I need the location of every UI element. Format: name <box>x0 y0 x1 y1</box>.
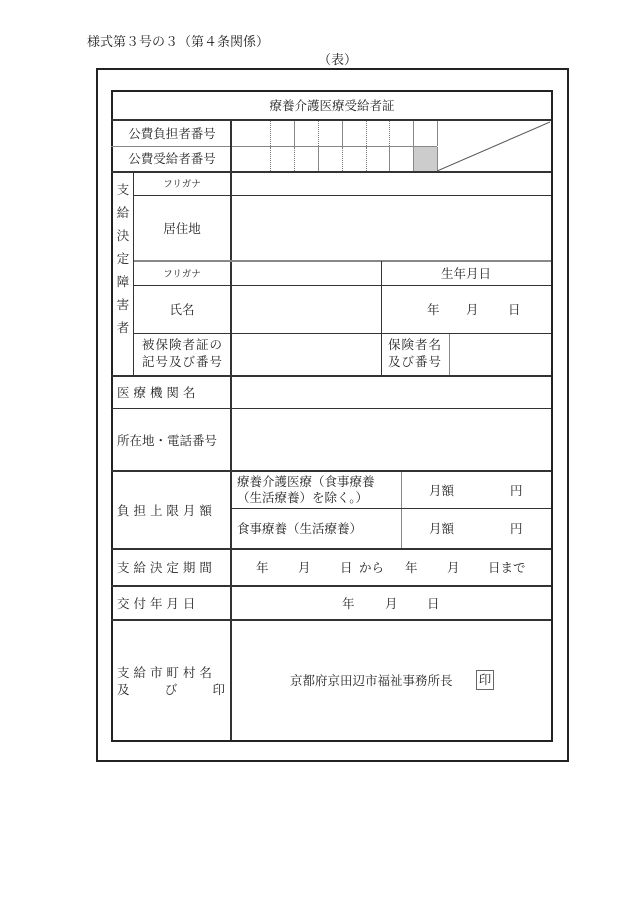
birth-day-unit: 日 <box>508 302 521 317</box>
address-phone-field[interactable] <box>232 409 550 470</box>
copay-row1-label-2: （生活療養）を除く。） <box>237 490 369 505</box>
birth-year-unit: 年 <box>427 302 440 317</box>
group-char: 給 <box>116 205 130 220</box>
group-char: 定 <box>116 251 130 266</box>
public-payer-number-label: 公費負担者番号 <box>128 126 216 141</box>
monthly-label: 月額 <box>429 521 455 536</box>
label-char: 及 <box>117 682 130 697</box>
seal-mark: 印 <box>476 670 494 690</box>
group-char: 決 <box>116 228 130 243</box>
from-month-unit: 月 <box>298 560 311 575</box>
residence-field[interactable] <box>232 196 550 260</box>
to-day-unit: 日まで <box>488 560 526 575</box>
issue-date-label: 交 付 年 月 日 <box>117 596 196 611</box>
group-char: 障 <box>116 274 130 289</box>
medical-institution-field[interactable] <box>232 377 550 407</box>
insured-card-label-1: 被保険者証の <box>142 337 224 352</box>
yen-unit: 円 <box>510 483 523 498</box>
residence-furigana-field[interactable] <box>232 172 550 195</box>
copay-row2-amount-field[interactable] <box>402 509 550 548</box>
copay-limit-label: 負 担 上 限 月 額 <box>117 503 212 518</box>
public-recipient-number-field[interactable] <box>232 147 437 171</box>
issue-date-field[interactable] <box>232 587 550 619</box>
card-title: 療養介護医療受給者証 <box>269 98 395 113</box>
applicant-group-label <box>113 176 133 335</box>
issue-month-unit: 月 <box>385 596 398 611</box>
public-recipient-number-label: 公費受給者番号 <box>128 151 216 166</box>
name-furigana-field[interactable] <box>232 262 380 284</box>
group-char: 支 <box>116 182 130 197</box>
issue-year-unit: 年 <box>342 596 355 611</box>
birthdate-field[interactable] <box>382 286 550 332</box>
copay-row2-label: 食事療養（生活療養） <box>237 521 363 536</box>
copay-row1-amount-field[interactable] <box>402 472 550 507</box>
insurer-label-2: 及び番号 <box>388 354 443 369</box>
form-number: 様式第３号の３（第４条関係） <box>87 35 270 50</box>
label-char: び <box>164 682 178 697</box>
label-char: 印 <box>212 682 225 697</box>
insured-card-label-2: 記号及び番号 <box>142 354 224 369</box>
from-suffix: から <box>359 560 385 575</box>
insurer-label-1: 保険者名 <box>388 337 443 352</box>
check-digit-box <box>414 147 437 171</box>
residence-label: 居住地 <box>163 221 201 236</box>
municipality-label-2 <box>117 682 225 697</box>
insured-card-number-field[interactable] <box>232 334 380 375</box>
public-payer-number-field[interactable] <box>232 121 437 146</box>
name-field[interactable] <box>232 286 380 332</box>
diagonal-strike <box>437 121 550 172</box>
municipality-label-1: 支 給 市 町 村 名 <box>117 665 212 680</box>
from-day-unit: 日 <box>340 560 353 575</box>
insurer-field[interactable] <box>451 334 550 375</box>
period-label: 支 給 決 定 期 間 <box>117 560 212 575</box>
name-label: 氏名 <box>169 302 195 317</box>
name-furigana-label: フリガナ <box>163 269 201 280</box>
birth-month-unit: 月 <box>466 302 479 317</box>
yen-unit: 円 <box>510 521 523 536</box>
birthdate-label: 生年月日 <box>440 266 491 281</box>
period-field[interactable] <box>232 550 550 585</box>
address-phone-label: 所在地・電話番号 <box>117 433 218 448</box>
side-label: （表） <box>318 53 358 68</box>
medical-institution-label <box>117 385 227 400</box>
furigana-label: フリガナ <box>163 179 201 190</box>
group-char: 害 <box>116 297 130 312</box>
issuer-name: 京都府京田辺市福祉事務所長 <box>290 673 453 688</box>
medical-institution-text: 医 療 機 関 名 <box>117 385 196 400</box>
from-year-unit: 年 <box>256 560 269 575</box>
monthly-label: 月額 <box>429 483 455 498</box>
issue-day-unit: 日 <box>427 596 440 611</box>
to-year-unit: 年 <box>405 560 418 575</box>
copay-row1-label-1: 療養介護医療（食事療養 <box>237 474 375 489</box>
to-month-unit: 月 <box>447 560 460 575</box>
group-char: 者 <box>116 320 130 335</box>
